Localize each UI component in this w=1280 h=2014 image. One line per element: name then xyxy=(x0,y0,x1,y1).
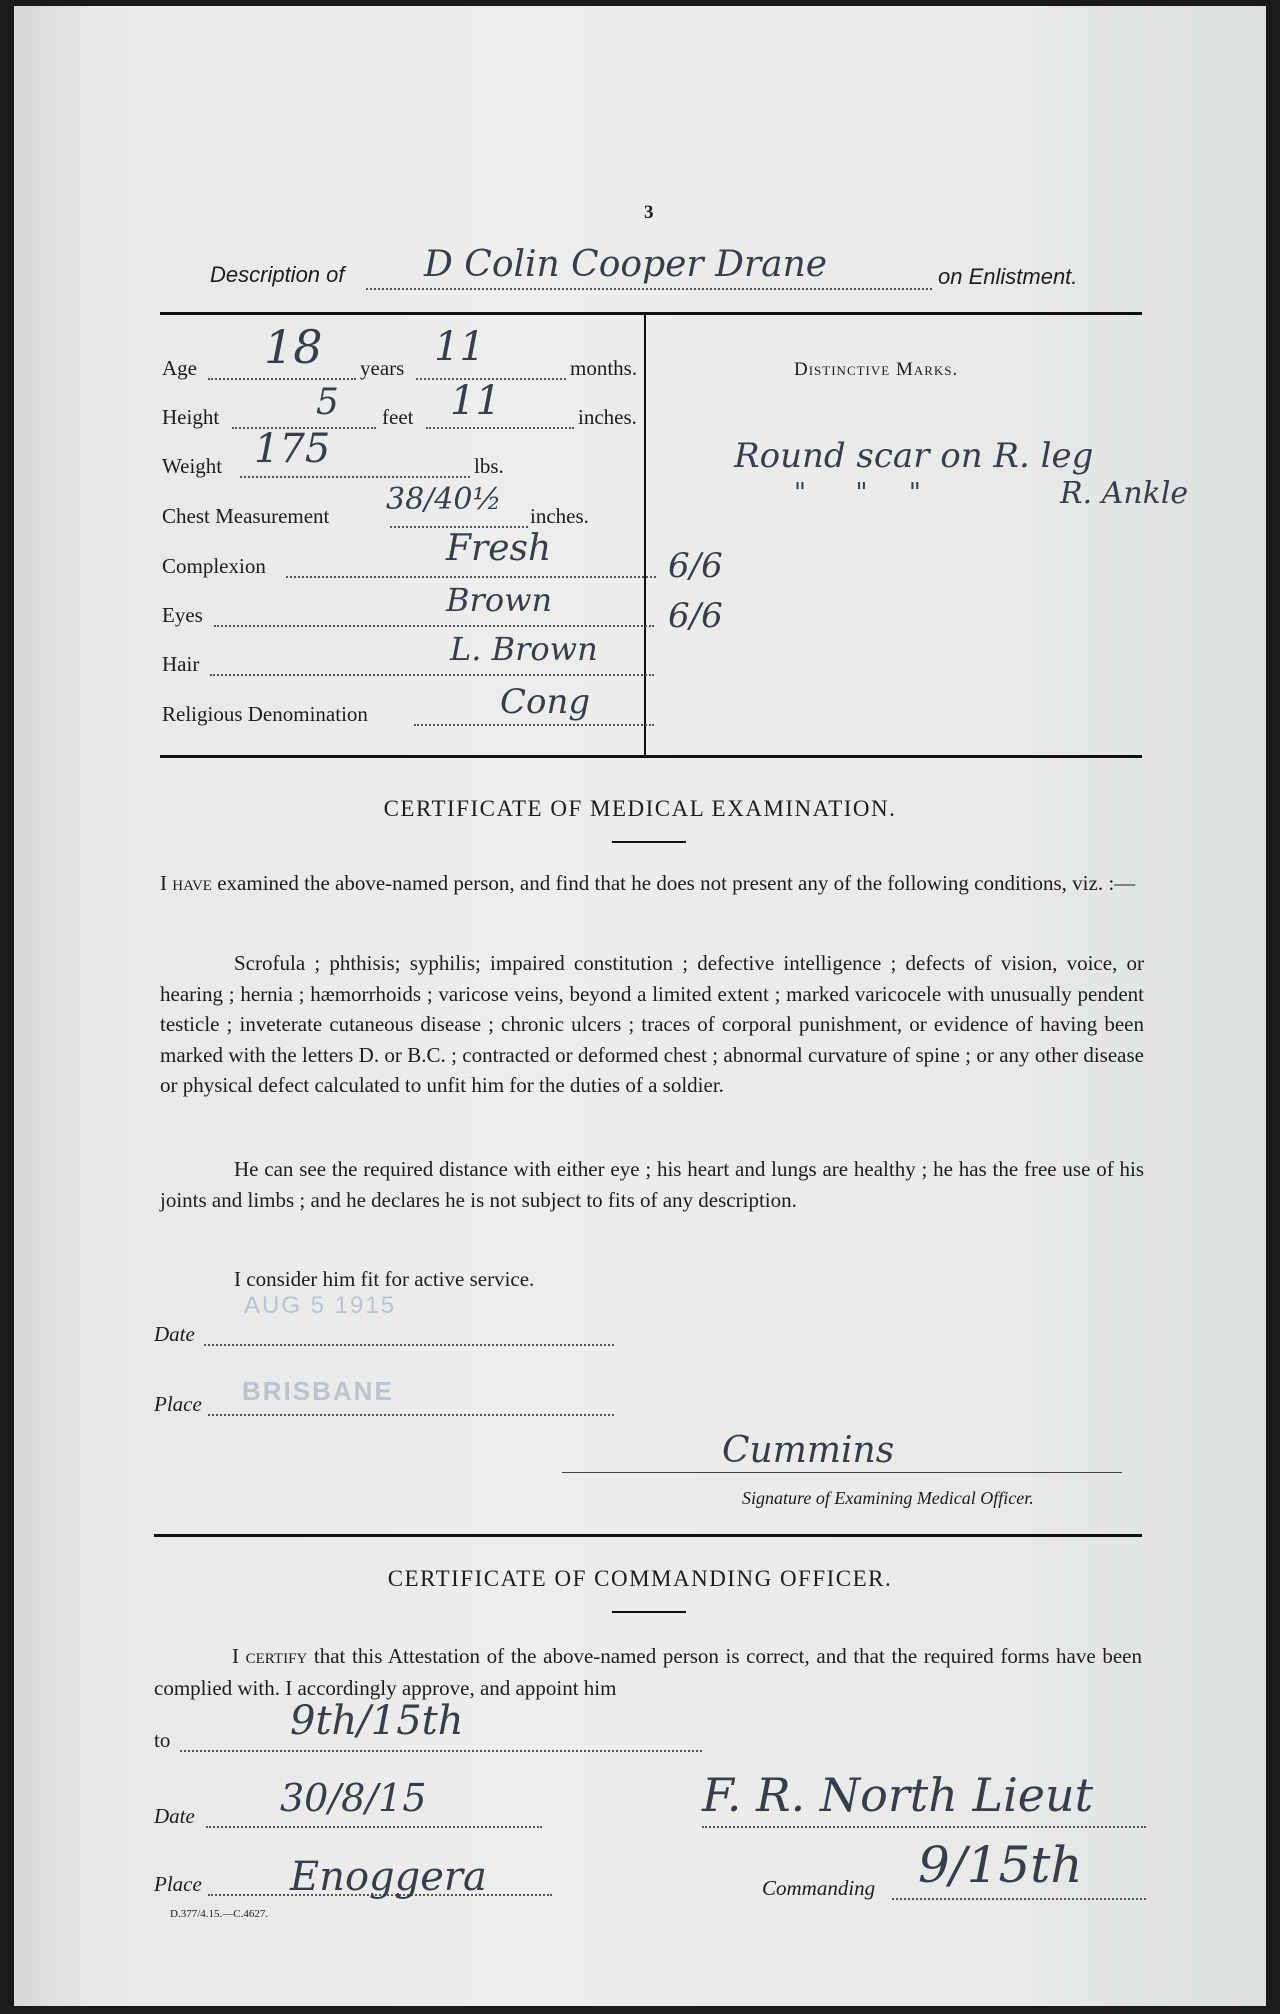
distinctive-mark-2: R. Ankle xyxy=(1060,476,1189,511)
commanding-date-value: 30/8/15 xyxy=(280,1776,427,1820)
commanding-top-rule xyxy=(154,1534,1142,1537)
eyes-label: Eyes xyxy=(162,603,203,627)
complexion-value: Fresh xyxy=(446,528,552,569)
medical-fitness: He can see the required distance with either eye ; his heart and lungs are healthy ; he has the free use of his joints and limbs ; and he declares he is not subject to fits of any description. xyxy=(160,1157,1144,1212)
years-label: years xyxy=(360,356,405,380)
description-suffix: on Enlistment. xyxy=(938,264,1078,289)
commanding-to-label: to xyxy=(154,1728,171,1752)
age-months-value: 11 xyxy=(434,324,485,370)
distinctive-mark-1: Round scar on R. leg xyxy=(734,436,1094,476)
weight-label: Weight xyxy=(162,454,223,478)
commanding-heading: CERTIFICATE OF COMMANDING OFFICER. xyxy=(387,1566,893,1591)
eyes-line xyxy=(214,625,654,627)
medical-signature-caption: Signature of Examining Medical Officer. xyxy=(742,1488,1034,1508)
vision-right: 6/6 xyxy=(668,546,723,586)
form-code: D.377/4.15.—C.4627. xyxy=(170,1908,269,1920)
inches-label: inches. xyxy=(578,405,637,429)
feet-label: feet xyxy=(382,405,414,429)
complexion-label: Complexion xyxy=(162,554,266,578)
medical-signature-line xyxy=(562,1472,1122,1473)
column-divider xyxy=(644,315,646,755)
medical-consider: I consider him fit for active service. xyxy=(234,1267,535,1291)
medical-officer-signature: Cummins xyxy=(722,1430,895,1471)
commanding-date-label: Date xyxy=(154,1804,195,1828)
chest-label: Chest Measurement xyxy=(162,504,330,528)
commanding-place-label: Place xyxy=(154,1872,202,1896)
medical-intro xyxy=(160,868,1144,899)
medical-place-stamp: BRISBANE xyxy=(242,1376,394,1406)
eyes-value: Brown xyxy=(446,581,553,619)
medical-heading-dash xyxy=(612,841,686,843)
months-label: months. xyxy=(570,356,638,380)
commanding-unit-value: 9/15th xyxy=(918,1836,1083,1894)
commanding-to-value: 9th/15th xyxy=(290,1698,464,1744)
commanding-certify-lead: I certify xyxy=(232,1644,308,1668)
distinctive-mark-2-ditto: " " " xyxy=(794,478,921,508)
medical-place-label: Place xyxy=(154,1392,202,1416)
commanding-signature-line xyxy=(702,1826,1146,1828)
medical-intro-lead: I have xyxy=(160,871,212,895)
description-line xyxy=(366,288,932,290)
commanding-place-value: Enoggera xyxy=(290,1854,487,1900)
age-years-line xyxy=(208,378,356,380)
commanding-certify xyxy=(154,1640,1142,1704)
medical-place-line xyxy=(208,1414,614,1416)
commanding-date-line xyxy=(206,1826,542,1828)
attestation-sheet xyxy=(14,6,1266,2006)
commanding-to-line xyxy=(180,1750,702,1752)
religion-value: Cong xyxy=(500,682,591,722)
top-rule xyxy=(160,312,1142,315)
lbs-label: lbs. xyxy=(474,454,504,478)
distinctive-marks-heading: Distinctive Marks. xyxy=(794,359,959,380)
description-prefix: Description of xyxy=(210,262,345,287)
medical-conditions: Scrofula ; phthisis; syphilis; impaired constitution ; defective intelligence ; defects of vision, voice, or hearing ; hernia ; hæmorrhoids ; varicose veins, beyond a limited extent ; marked varicocele with unusually pendent testicle ; inveterate cutaneous disease ; chronic ulcers ; traces of corporal punishment, or evidence of having been marked with the letters D. or B.C. ; contracted or deformed chest ; abnormal curvature of spine ; or any other disease or physical defect calculated to unfit him for the duties of a soldier. xyxy=(160,951,1144,1097)
commanding-label: Commanding xyxy=(762,1876,876,1900)
commanding-certify-rest: that this Attestation of the above-named person is correct, and that the required forms have been complied with. I accordingly approve, and appoint him xyxy=(154,1644,1142,1700)
medical-date-label: Date xyxy=(154,1322,195,1346)
vision-left: 6/6 xyxy=(668,596,723,636)
age-label: Age xyxy=(162,356,197,380)
height-inches-line xyxy=(426,427,574,429)
hair-label: Hair xyxy=(162,652,200,676)
hair-value: L. Brown xyxy=(450,630,598,668)
complexion-line xyxy=(286,576,656,578)
height-feet-value: 5 xyxy=(316,382,339,423)
hair-line xyxy=(210,674,654,676)
commanding-heading-dash xyxy=(612,1611,686,1613)
height-label: Height xyxy=(162,405,220,429)
chest-value: 38/40½ xyxy=(386,482,502,517)
religion-line xyxy=(414,724,654,726)
height-inches-value: 11 xyxy=(450,378,501,424)
medical-date-stamp: AUG 5 1915 xyxy=(244,1292,397,1319)
weight-line xyxy=(240,476,470,478)
bottom-rule-description xyxy=(160,755,1142,758)
medical-date-line xyxy=(204,1344,614,1346)
commanding-unit-line xyxy=(892,1898,1146,1900)
medical-heading: CERTIFICATE OF MEDICAL EXAMINATION. xyxy=(383,796,897,821)
commanding-officer-signature: F. R. North Lieut xyxy=(702,1768,1094,1822)
chest-inches-label: inches. xyxy=(530,504,589,528)
page-number: 3 xyxy=(644,202,654,223)
weight-value: 175 xyxy=(254,426,331,472)
age-years-value: 18 xyxy=(264,320,323,374)
religion-label: Religious Denomination xyxy=(162,702,368,726)
medical-intro-rest: examined the above-named person, and find that he does not present any of the following conditions, viz. :— xyxy=(211,871,1136,895)
enlistee-name: D Colin Cooper Drane xyxy=(424,244,828,285)
